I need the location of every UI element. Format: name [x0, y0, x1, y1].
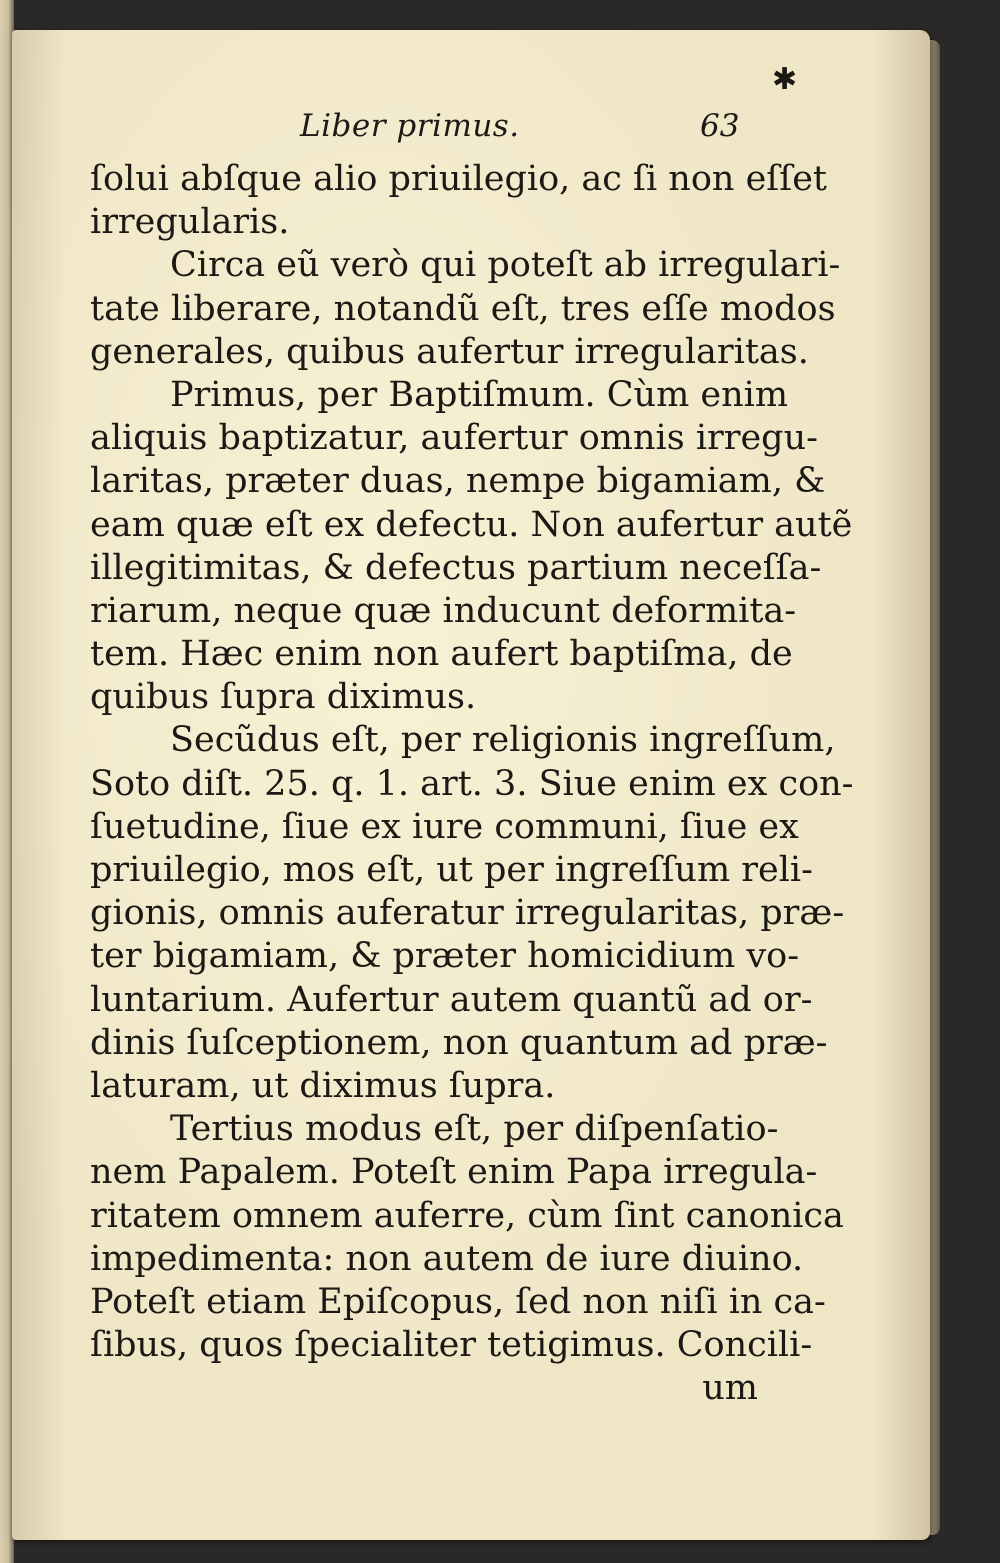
- text-line: dinis ſuſceptionem, non quantum ad præ-: [90, 1022, 828, 1063]
- text-line: um: [702, 1368, 758, 1409]
- corner-mark: ✱: [772, 62, 798, 97]
- text-line: ſibus, quos ſpecialiter tetigimus. Concili-: [90, 1325, 813, 1366]
- text-line: riarum, neque quæ inducunt deformita-: [90, 590, 797, 631]
- text-line: ter bigamiam, & præter homicidium vo-: [90, 936, 800, 977]
- text-line: Primus, per Baptiſmum. Cùm enim: [170, 374, 789, 415]
- text-line: irregularis.: [90, 202, 290, 243]
- text-line: laritas, præter duas, nempe bigamiam, &: [90, 461, 826, 502]
- text-line: eam quæ eſt ex defectu. Non aufertur autẽ: [90, 504, 853, 545]
- text-line: illegitimitas, & defectus partium neceſſa-: [90, 547, 822, 588]
- text-line: Secũdus eſt, per religionis ingreſſum,: [170, 720, 836, 761]
- text-line: nem Papalem. Poteſt enim Papa irregula-: [90, 1152, 818, 1193]
- page-number: 63: [700, 108, 740, 144]
- text-line: ſuetudine, ſiue ex iure communi, ſiue ex: [90, 806, 799, 847]
- text-line: luntarium. Aufertur autem quantũ ad or-: [90, 979, 813, 1020]
- text-line: priuilegio, mos eſt, ut per ingreſſum reli-: [90, 850, 813, 890]
- text-line: ſolui abſque alio priuilegio, ac ſi non eſſet: [90, 159, 827, 199]
- text-line: quibus ſupra diximus.: [90, 677, 477, 718]
- text-line: generales, quibus aufertur irregularitas.: [90, 331, 809, 372]
- text-line: impedimenta: non autem de iure diuino.: [90, 1238, 804, 1279]
- running-head: Liber primus.: [300, 108, 520, 144]
- body-text: [90, 158, 854, 1410]
- text-line: aliquis baptizatur, aufertur omnis irregu-: [90, 418, 818, 459]
- text-line: Soto diſt. 25. q. 1. art. 3. Siue enim ex con-: [90, 763, 854, 804]
- text-line: ritatem omnem auferre, cùm ſint canonica: [90, 1195, 844, 1236]
- text-line: Circa eũ verò qui poteſt ab irregulari-: [170, 245, 841, 286]
- text-line: gionis, omnis auferatur irregularitas, præ-: [90, 893, 845, 934]
- text-line: tem. Hæc enim non aufert baptiſma, de: [90, 634, 793, 675]
- text-line: Poteſt etiam Epiſcopus, ſed non niſi in ca-: [90, 1281, 826, 1322]
- text-line: laturam, ut diximus ſupra.: [90, 1065, 556, 1106]
- text-line: Tertius modus eſt, per diſpenſatio-: [170, 1109, 779, 1150]
- text-line: tate liberare, notandũ eſt, tres eſſe modos: [90, 288, 836, 329]
